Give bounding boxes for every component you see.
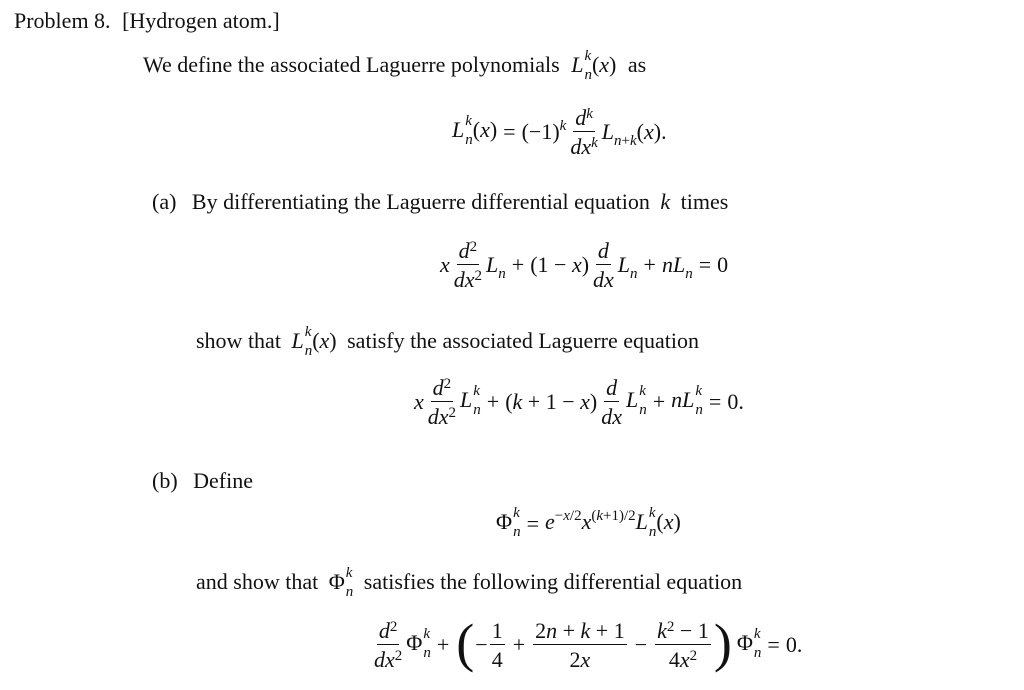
problem-label: Problem 8.	[14, 8, 111, 33]
part-a-sentence	[152, 191, 728, 213]
equation-phi-definition: Φ k n = $e^{-x/2}x^{(k+1)/2}L$ k n (x)	[496, 505, 681, 540]
intro-math-L: L k n (x)	[571, 48, 617, 83]
intro-tail: as	[627, 52, 647, 78]
and-math-phi: Φ k n	[328, 565, 354, 600]
part-b-sentence	[152, 470, 253, 492]
problem-heading	[14, 10, 280, 32]
intro-sentence	[143, 48, 647, 83]
part-b-and-text-1: and show that	[196, 569, 319, 595]
problem-title: [Hydrogen atom.]	[122, 8, 280, 33]
part-a-show-sentence	[196, 324, 699, 359]
part-b-text: Define	[193, 468, 254, 493]
equation-laguerre: x $\frac{d^2}{dx^2}$ $L_n$ + (1 − x) $\frac{d}{dx}$ $L_n$ + $nL_n$ = 0	[440, 238, 729, 293]
part-b-show-sentence	[196, 565, 743, 600]
part-a-show-text-2: satisfy the associated Laguerre equation	[347, 328, 699, 354]
part-a-var: k	[660, 189, 671, 214]
intro-text: We define the associated Laguerre polynomials	[143, 52, 560, 78]
part-b-label: (b)	[152, 468, 178, 493]
show-math-L: L k n (x)	[291, 324, 337, 359]
part-a-text: By differentiating the Laguerre differential equation	[191, 189, 650, 214]
part-a-show-text-1: show that	[196, 328, 281, 354]
equation-phi-differential: $\frac{d^2}{dx^2}$ Φ k n + ( − $\frac{1}{4}$ + $\frac{2n + k + 1}{2x}$ − $\frac{k^2 - 1}{4x^2}$ ) Φ k n = 0.	[374, 613, 803, 673]
part-b-and-text-2: satisfies the following differential equation	[363, 569, 743, 595]
equation-associated-laguerre: x $\frac{d^2}{dx^2}$ L k n + (k + 1 − x) $\frac{d}{dx}$ L k n + nL k n = 0.	[414, 375, 744, 430]
equation-definition: L k n (x) = $(-1)^k$ $\frac{d^k}{dx^k}$ $L_{n+k}(x)$.	[452, 105, 667, 160]
part-a-label: (a)	[152, 189, 177, 214]
part-a-tail: times	[680, 189, 729, 214]
